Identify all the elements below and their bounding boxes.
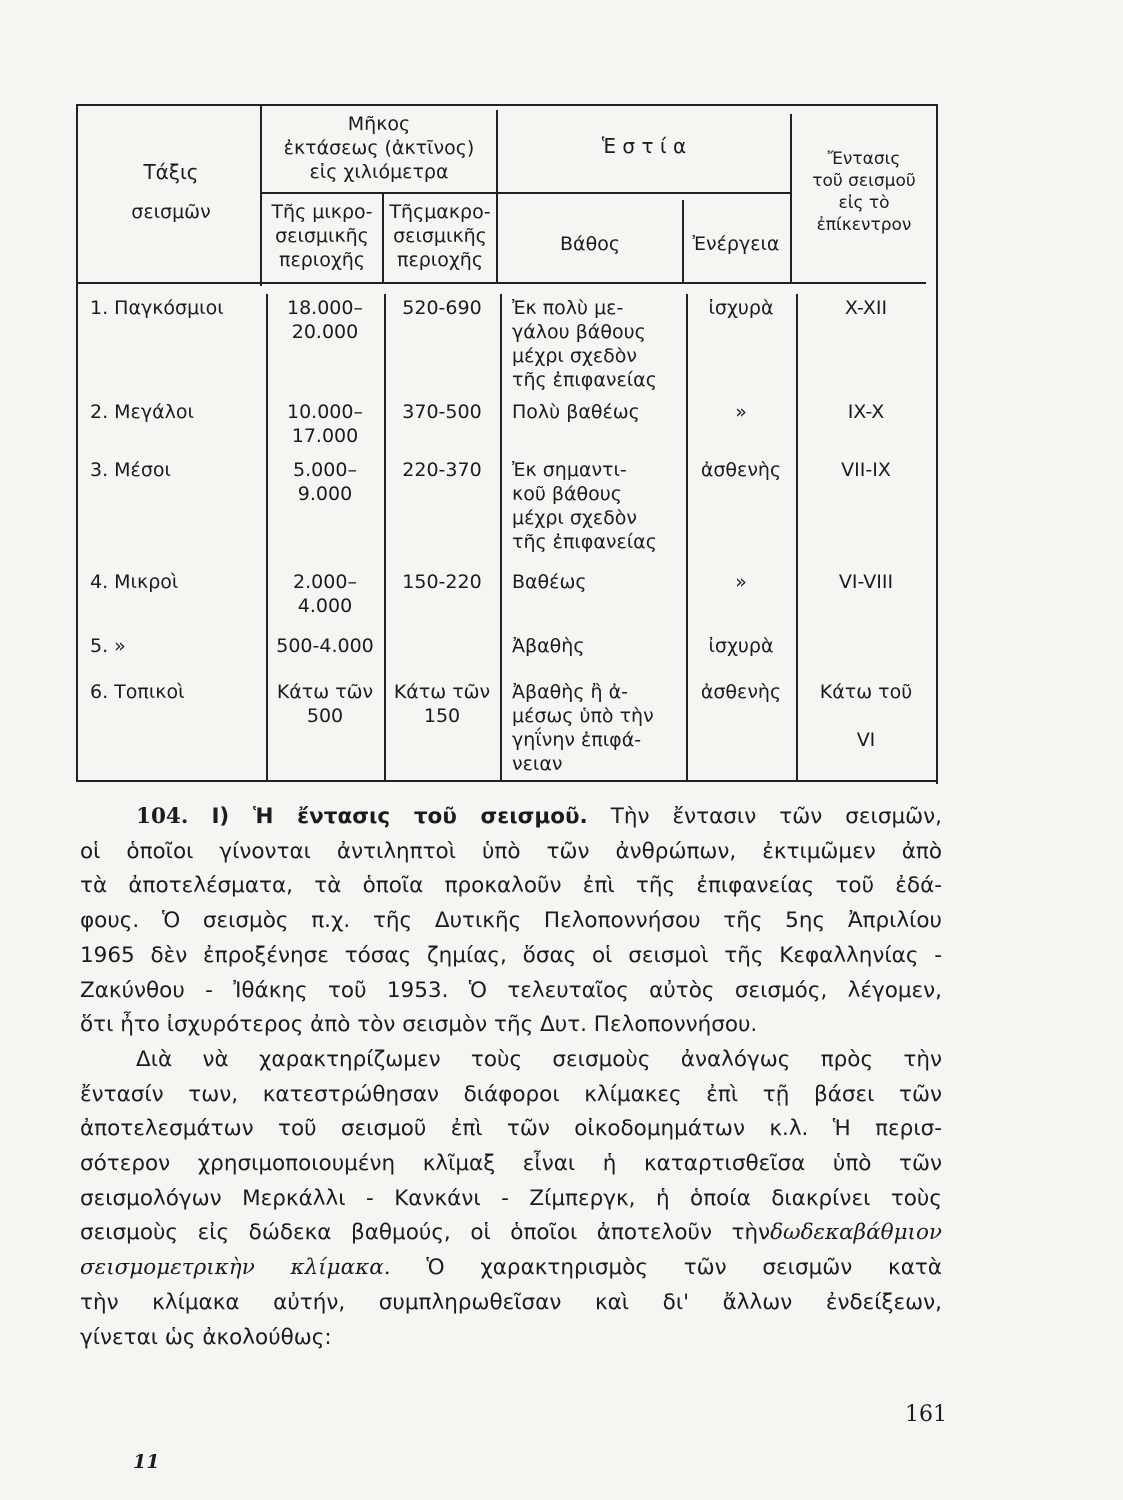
line-5: 1965 δὲν ἐπροξένησε τόσας ζημίας, ὅσας οἱ σεισμοὶ τῆς Κεφαλληνίας - (80, 942, 942, 968)
body-text (80, 800, 942, 1355)
header-focus: Ἑ σ τ ί α (601, 134, 687, 158)
line-16: γίνεται ὡς ἀκολούθως: (80, 1324, 332, 1350)
cell-macro: Κάτω τῶν 150 (393, 681, 491, 727)
line-13: σεισμοὺς εἰς δώδεκα βαθμούς, οἱ ὁποῖοι ἀποτελοῦν τὴνδωδεκαβάθμιον (80, 1220, 942, 1246)
section-number: 104. (136, 804, 189, 829)
paragraph-104 (80, 800, 942, 1043)
header-length: Μῆκος ἐκτάσεως (ἀκτῖνος) εἰς χιλιόμετρα (283, 113, 475, 183)
cell-cls: 2. Μεγάλοι (90, 401, 194, 423)
cell-intensity: VI-VIII (838, 571, 894, 593)
cell-cls: 4. Μικροὶ (90, 571, 179, 593)
cell-energy: ἰσχυρὰ (708, 297, 774, 319)
cell-depth: Ἀβαθὴς (512, 635, 585, 657)
line-8: Διὰ νὰ χαρακτηρίζωμεν τοὺς σεισμοὺς ἀναλόγως πρὸς τὴν (136, 1046, 942, 1072)
sub-header-rule (262, 192, 790, 194)
page-number: 161 (905, 1402, 947, 1427)
line-11: σότερον χρησιμοποιουμένη κλῖμαξ εἶναι ἡ καταρτισθεῖσα ὑπὸ τῶν (80, 1151, 942, 1177)
header-bottom-rule (76, 282, 926, 284)
header-intensity: Ἔντασις τοῦ σεισμοῦ εἰς τὸ ἐπίκεντρον (812, 149, 916, 235)
cell-depth: Πολὺ βαθέως (512, 401, 640, 423)
cell-cls: 6. Τοπικοὶ (90, 681, 185, 703)
line-1: 104. I) Ἡ ἔντασις τοῦ σεισμοῦ. Τὴν ἔντασιν τῶν σεισμῶν, (136, 804, 942, 829)
line-3: τὰ ἀποτελέσματα, τὰ ὁποῖα προκαλοῦν ἐπὶ τῆς ἐπιφανείας τοῦ ἐδά- (80, 873, 942, 899)
cell-energy: ἀσθενὴς (700, 681, 782, 703)
cell-cls: 1. Παγκόσμιοι (90, 297, 224, 319)
col-rule-4b (686, 294, 688, 780)
header-micro: Τῆς μικρο- σεισμικῆς περιοχῆς (271, 201, 373, 271)
cell-cls: 5. » (90, 635, 126, 657)
cell-intensity: VII-IX (841, 459, 891, 481)
line-15: τὴν κλίμακα αὐτήν, συμπληρωθεῖσαν καὶ δι' ἄλλων ἐνδείξεων, (80, 1289, 942, 1315)
line-4: φους. Ὁ σεισμὸς π.χ. τῆς Δυτικῆς Πελοποννήσου τῆς 5ης Ἀπριλίου (80, 908, 942, 934)
earthquake-classification-table (76, 104, 938, 784)
header-macro: Τῆςμακρο- σεισμικῆς περιοχῆς (389, 201, 491, 271)
cell-macro: 370-500 (402, 401, 482, 423)
line-9: ἔντασίν των, κατεστρώθησαν διάφοροι κλίμακες ἐπὶ τῇ βάσει τῶν (80, 1081, 942, 1107)
table-bottom-rule (76, 780, 938, 782)
header-class: Τάξις σεισμῶν (131, 160, 211, 223)
cell-energy: » (735, 401, 747, 423)
italic-term-1: δωδεκαβάθμιον (770, 1220, 942, 1246)
cell-micro: 18.000– 20.000 (287, 297, 363, 343)
cell-micro: Κάτω τῶν 500 (276, 681, 374, 727)
signature-mark: 11 (133, 1451, 160, 1473)
table-top-rule (76, 104, 938, 106)
cell-intensity: X-XII (844, 297, 888, 319)
col-rule-3b (500, 294, 502, 780)
line-2: οἱ ὁποῖοι γίνονται ἀντιληπτοὶ ὑπὸ τῶν ἀνθρώπων, ἐκτιμῶμεν ἀπὸ (80, 838, 942, 864)
cell-energy: ἀσθενὴς (700, 459, 782, 481)
cell-intensity: IX-X (847, 401, 885, 423)
cell-micro: 5.000– 9.000 (293, 459, 357, 505)
line-7: ὅτι ἦτο ἰσχυρότερος ἀπὸ τὸν σεισμὸν τῆς Δυτ. Πελοποννήσου. (80, 1012, 758, 1038)
cell-macro: 150-220 (402, 571, 482, 593)
cell-energy: » (735, 571, 747, 593)
cell-macro: 220-370 (402, 459, 482, 481)
line-14: σεισμομετρικὴν κλίμακα. Ὁ χαρακτηρισμὸς τῶν σεισμῶν κατὰ (80, 1255, 942, 1281)
cell-intensity: Κάτω τοῦ VI (819, 681, 913, 751)
cell-energy: ἰσχυρὰ (708, 635, 774, 657)
header-depth: Βάθος (560, 233, 620, 255)
table-right-rule (936, 104, 938, 784)
cell-depth: Ἐκ πολὺ με- γάλου βάθους μέχρι σχεδὸν τῆς ἐπιφανείας (512, 297, 657, 391)
line-6: Ζακύνθου - Ἰθάκης τοῦ 1953. Ὁ τελευταῖος αὐτὸς σεισμός, λέγομεν, (80, 977, 942, 1003)
line-10: ἀποτελεσμάτων τοῦ σεισμοῦ ἐπὶ τῶν οἰκοδομημάτων κ.λ. Ἡ περισ- (80, 1116, 942, 1142)
table-left-rule (76, 104, 78, 780)
paragraph-scale (80, 1043, 942, 1355)
cell-micro: 500-4.000 (276, 635, 374, 657)
cell-depth: Ἀβαθὴς ἢ ἀ- μέσως ὑπὸ τὴν γηΐνην ἐπιφά- νειαν (512, 681, 654, 775)
cell-depth: Ἐκ σημαντι- κοῦ βάθους μέχρι σχεδὸν τῆς ἐπιφανείας (512, 459, 657, 553)
cell-micro: 10.000– 17.000 (287, 401, 363, 447)
cell-depth: Βαθέως (512, 571, 587, 593)
header-energy: Ἐνέργεια (692, 233, 780, 255)
cell-micro: 2.000– 4.000 (293, 571, 357, 617)
line-12: σεισμολόγων Μερκάλλι - Κανκάνι - Ζίμπεργκ, ἡ ὁποία διακρίνει τοὺς (80, 1185, 942, 1211)
cell-cls: 3. Μέσοι (90, 459, 171, 481)
cell-macro: 520-690 (402, 297, 482, 319)
section-title: I) Ἡ ἔντασις τοῦ σεισμοῦ. (211, 804, 588, 829)
italic-term-2: σεισμομετρικὴν κλίμακα. (80, 1255, 391, 1281)
